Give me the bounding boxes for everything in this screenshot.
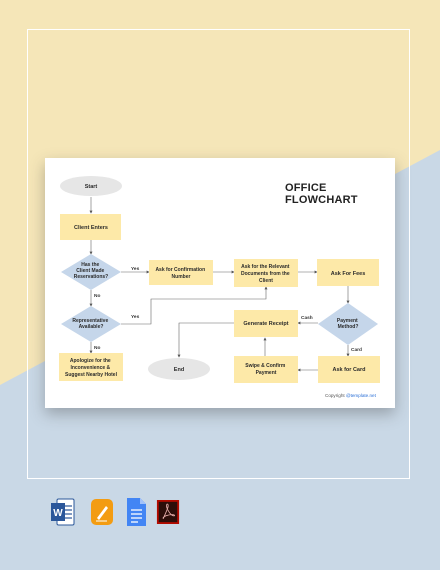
- svg-text:Swipe & Confirm Paymen: Swipe & Confirm Payment: [245, 363, 286, 376]
- app-icons-row: [0, 497, 440, 529]
- svg-text:Client Enters: Client Enters: [74, 225, 108, 231]
- svg-text:Payment Method?: Payment Method?: [336, 318, 359, 330]
- svg-text:End: End: [173, 367, 185, 373]
- svg-text:Ask For Fees: Ask For Fees: [330, 271, 366, 277]
- ask-card-node: [318, 356, 380, 383]
- client-enters-node: [60, 214, 121, 240]
- edge-label-no: No: [94, 346, 101, 351]
- svg-text:Representative Availab: Representative Available?: [72, 318, 109, 330]
- apologize-node: [59, 353, 123, 381]
- ask-confirmation-node: [149, 260, 213, 285]
- edge-label-no: No: [94, 294, 101, 299]
- edge-label-cash: Cash: [301, 316, 313, 321]
- pdf-icon[interactable]: [156, 497, 180, 527]
- pages-icon[interactable]: [90, 497, 114, 527]
- svg-text:Ask for Card: Ask for Card: [332, 367, 366, 373]
- svg-text:Ask for Confirmation N: Ask for Confirmation Number: [155, 267, 206, 280]
- has-reservation-decision: [61, 254, 121, 290]
- connectors: [91, 197, 348, 370]
- flowchart-diagram: [45, 158, 395, 408]
- edge-label-yes: Yes: [131, 315, 140, 320]
- svg-text:Apologize for the Inco: Apologize for the Inconvenience & Suggest Nearby Hotel: [65, 358, 117, 378]
- copyright-link[interactable]: @template.net: [345, 393, 376, 398]
- word-icon[interactable]: [51, 497, 75, 527]
- start-node: [60, 176, 122, 196]
- ask-documents-node: [234, 259, 298, 287]
- generate-receipt-node: [234, 310, 298, 337]
- copyright-text: Copyright @template.net: [325, 393, 376, 398]
- svg-text:Ask for the Relevant D: Ask for the Relevant Documents from the Client: [240, 264, 290, 284]
- ask-fees-node: [317, 259, 379, 286]
- end-node: [148, 358, 210, 380]
- edge-label-card: Card: [351, 348, 362, 353]
- flowchart-document: [45, 158, 395, 408]
- svg-text:W: W: [53, 508, 63, 519]
- rep-available-decision: [61, 306, 121, 342]
- payment-method-decision: [318, 303, 378, 345]
- swipe-confirm-node: [234, 356, 298, 383]
- google-docs-icon[interactable]: [124, 497, 148, 527]
- edge-label-yes: Yes: [131, 267, 140, 272]
- svg-text:Generate Receipt: Generate Receipt: [243, 321, 289, 327]
- svg-text:Start: Start: [84, 184, 98, 190]
- svg-text:Has the Client Made: Has the Client Made Reservations?: [73, 262, 109, 280]
- page-title: OFFICE FLOWCHART: [285, 182, 358, 206]
